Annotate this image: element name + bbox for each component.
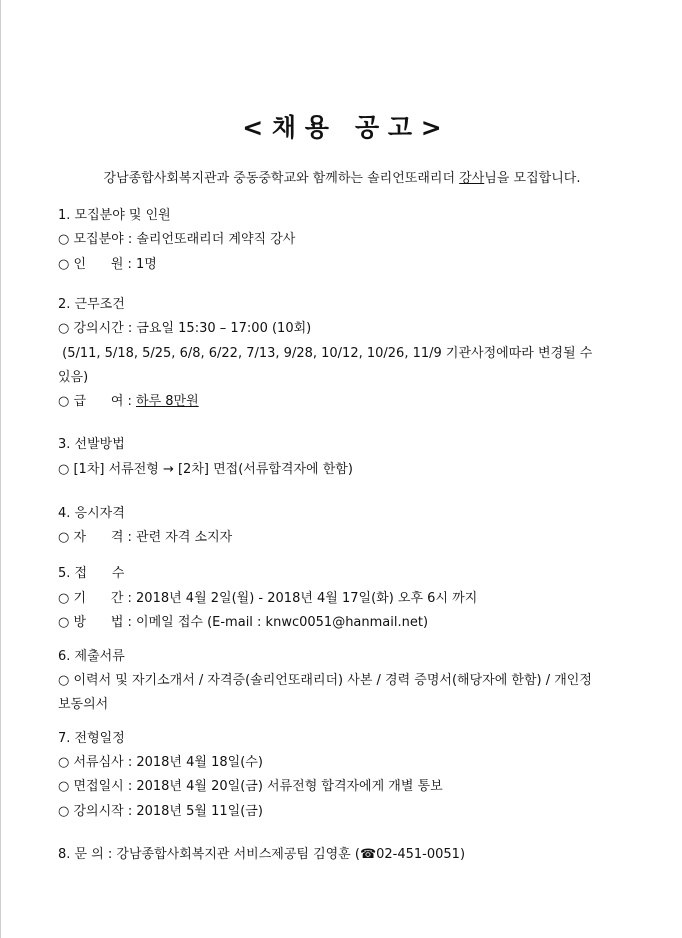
section-1-line-1: ○ 모집분야 : 솔리언또래리더 계약직 강사 [58, 232, 296, 247]
section-5-line-2: ○ 방 법 : 이메일 접수 (E-mail : knwc0051@hanmail.net) [58, 615, 429, 630]
intro-after: 님을 모집합니다. [484, 171, 581, 186]
section-7-line-1: ○ 서류심사 : 2018년 4월 18일(수) [58, 755, 263, 770]
section-7-line-3: ○ 강의시작 : 2018년 5월 11일(금) [58, 804, 263, 819]
section-4-heading: 4. 응시자격 [58, 506, 125, 521]
section-2-pay [58, 393, 199, 411]
section-4-line-1: ○ 자 격 : 관련 자격 소지자 [58, 530, 233, 545]
section-6-line-1: ○ 이력서 및 자기소개서 / 자격증(솔리언또래리더) 사본 / 경력 증명서(해당자에 한함) / 개인정 [58, 673, 592, 688]
section-2-line-3: 있음) [58, 370, 89, 385]
section-7-heading: 7. 전형일정 [58, 731, 125, 746]
pay-value: 하루 8만원 [136, 394, 199, 409]
pay-label: ○ 급 여 : [58, 394, 137, 409]
intro-text [1, 170, 682, 188]
section-1-line-2: ○ 인 원 : 1명 [58, 257, 157, 272]
section-5-heading: 5. 접 수 [58, 566, 125, 581]
section-3-heading: 3. 선발방법 [58, 437, 125, 452]
section-6-heading: 6. 제출서류 [58, 649, 125, 664]
section-2-line-2: (5/11, 5/18, 5/25, 6/8, 6/22, 7/13, 9/28, 10/12, 10/26, 11/9 기관사정에따라 변경될 수 [58, 346, 593, 361]
section-6-line-2: 보동의서 [58, 697, 109, 712]
section-2-heading: 2. 근무조건 [58, 297, 125, 312]
contact-info: 8. 문 의 : 강남종합사회복지관 서비스제공팀 김영훈 (☎02-451-0051) [58, 847, 466, 862]
page-title: < 채 용 공 고 > [242, 113, 442, 142]
section-5-line-1: ○ 기 간 : 2018년 4월 2일(월) - 2018년 4월 17일(화) 오후 6시 까지 [58, 591, 478, 606]
section-7-line-2: ○ 면접일시 : 2018년 4월 20일(금) 서류전형 합격자에게 개별 통보 [58, 779, 443, 794]
section-2-line-1: ○ 강의시간 : 금요일 15:30 – 17:00 (10회) [58, 321, 312, 336]
intro-before: 강남종합사회복지관과 중동중학교와 함께하는 솔리언또래리더 [103, 171, 460, 186]
section-1-heading: 1. 모집분야 및 인원 [58, 208, 171, 223]
section-3-line-1: ○ [1차] 서류전형 → [2차] 면접(서류합격자에 한함) [58, 462, 353, 477]
intro-underlined: 강사 [459, 171, 485, 186]
